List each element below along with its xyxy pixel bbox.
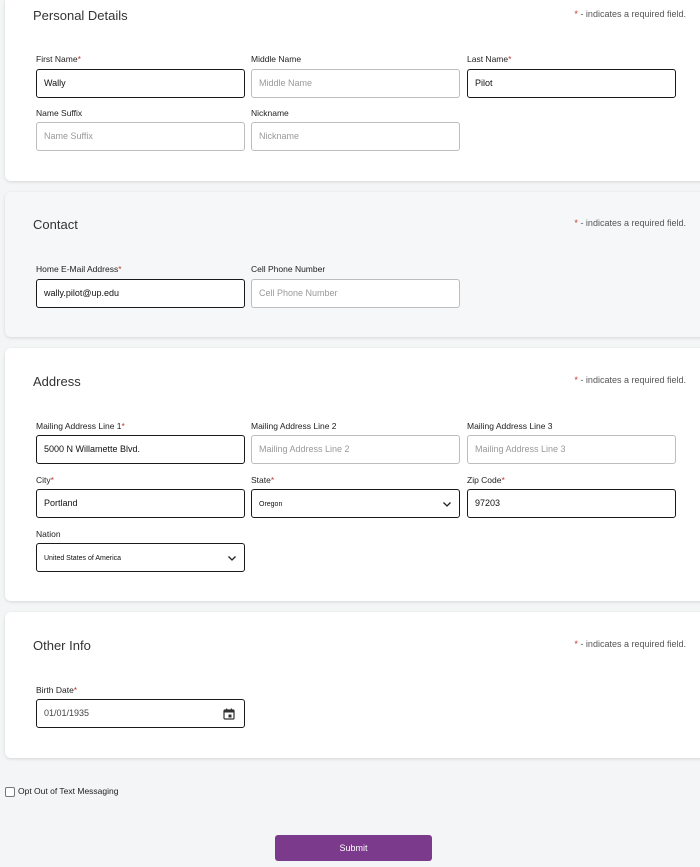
chevron-down-icon (442, 499, 452, 509)
required-note: * - indicates a required field. (574, 375, 686, 385)
opt-out-checkbox[interactable] (5, 787, 15, 797)
name-suffix-label: Name Suffix (36, 108, 83, 118)
required-note: * - indicates a required field. (574, 639, 686, 649)
other-info-card (5, 612, 700, 758)
last-name-field[interactable]: Pilot (467, 69, 676, 98)
zip-code-label: Zip Code* (467, 475, 505, 485)
middle-name-field[interactable]: Middle Name (251, 69, 460, 98)
opt-out-row[interactable] (5, 786, 118, 797)
nation-select[interactable] (36, 543, 245, 572)
first-name-field[interactable]: Wally (36, 69, 245, 98)
email-label: Home E-Mail Address* (36, 264, 122, 274)
name-suffix-field[interactable]: Name Suffix (36, 122, 245, 151)
required-note: * - indicates a required field. (574, 9, 686, 19)
nation-select-value: United States of America (44, 555, 122, 562)
section-title: Other Info (33, 638, 91, 653)
section-title: Contact (33, 217, 78, 232)
city-label: City* (36, 475, 54, 485)
required-note: * - indicates a required field. (574, 218, 686, 228)
contact-card (5, 192, 700, 337)
personal-details-card (5, 0, 700, 181)
address-line2-label: Mailing Address Line 2 (251, 421, 337, 431)
section-title: Address (33, 374, 81, 389)
state-label: State* (251, 475, 275, 485)
address-line1-field[interactable]: 5000 N Willamette Blvd. (36, 435, 245, 464)
address-line3-label: Mailing Address Line 3 (467, 421, 553, 431)
birth-date-field[interactable] (36, 699, 245, 728)
cell-phone-label: Cell Phone Number (251, 264, 326, 274)
last-name-label: Last Name* (467, 54, 512, 64)
nickname-field[interactable]: Nickname (251, 122, 460, 151)
section-title: Personal Details (33, 8, 128, 23)
opt-out-label: Opt Out of Text Messaging (18, 786, 119, 796)
address-card (5, 348, 700, 601)
state-select-value: Oregon (259, 501, 283, 508)
address-line3-field[interactable]: Mailing Address Line 3 (467, 435, 676, 464)
address-line1-label: Mailing Address Line 1* (36, 421, 125, 431)
state-select[interactable] (251, 489, 460, 518)
calendar-icon[interactable] (223, 708, 235, 720)
nickname-label: Nickname (251, 108, 289, 118)
submit-button[interactable]: Submit (275, 835, 432, 861)
chevron-down-icon (227, 553, 237, 563)
first-name-label: First Name* (36, 54, 81, 64)
birth-date-value: 01/01/1935 (44, 708, 90, 718)
middle-name-label: Middle Name (251, 54, 302, 64)
nation-label: Nation (36, 529, 61, 539)
zip-code-field[interactable]: 97203 (467, 489, 676, 518)
address-line2-field[interactable]: Mailing Address Line 2 (251, 435, 460, 464)
birth-date-label: Birth Date* (36, 685, 78, 695)
cell-phone-field[interactable]: Cell Phone Number (251, 279, 460, 308)
email-field[interactable]: wally.pilot@up.edu (36, 279, 245, 308)
city-field[interactable]: Portland (36, 489, 245, 518)
